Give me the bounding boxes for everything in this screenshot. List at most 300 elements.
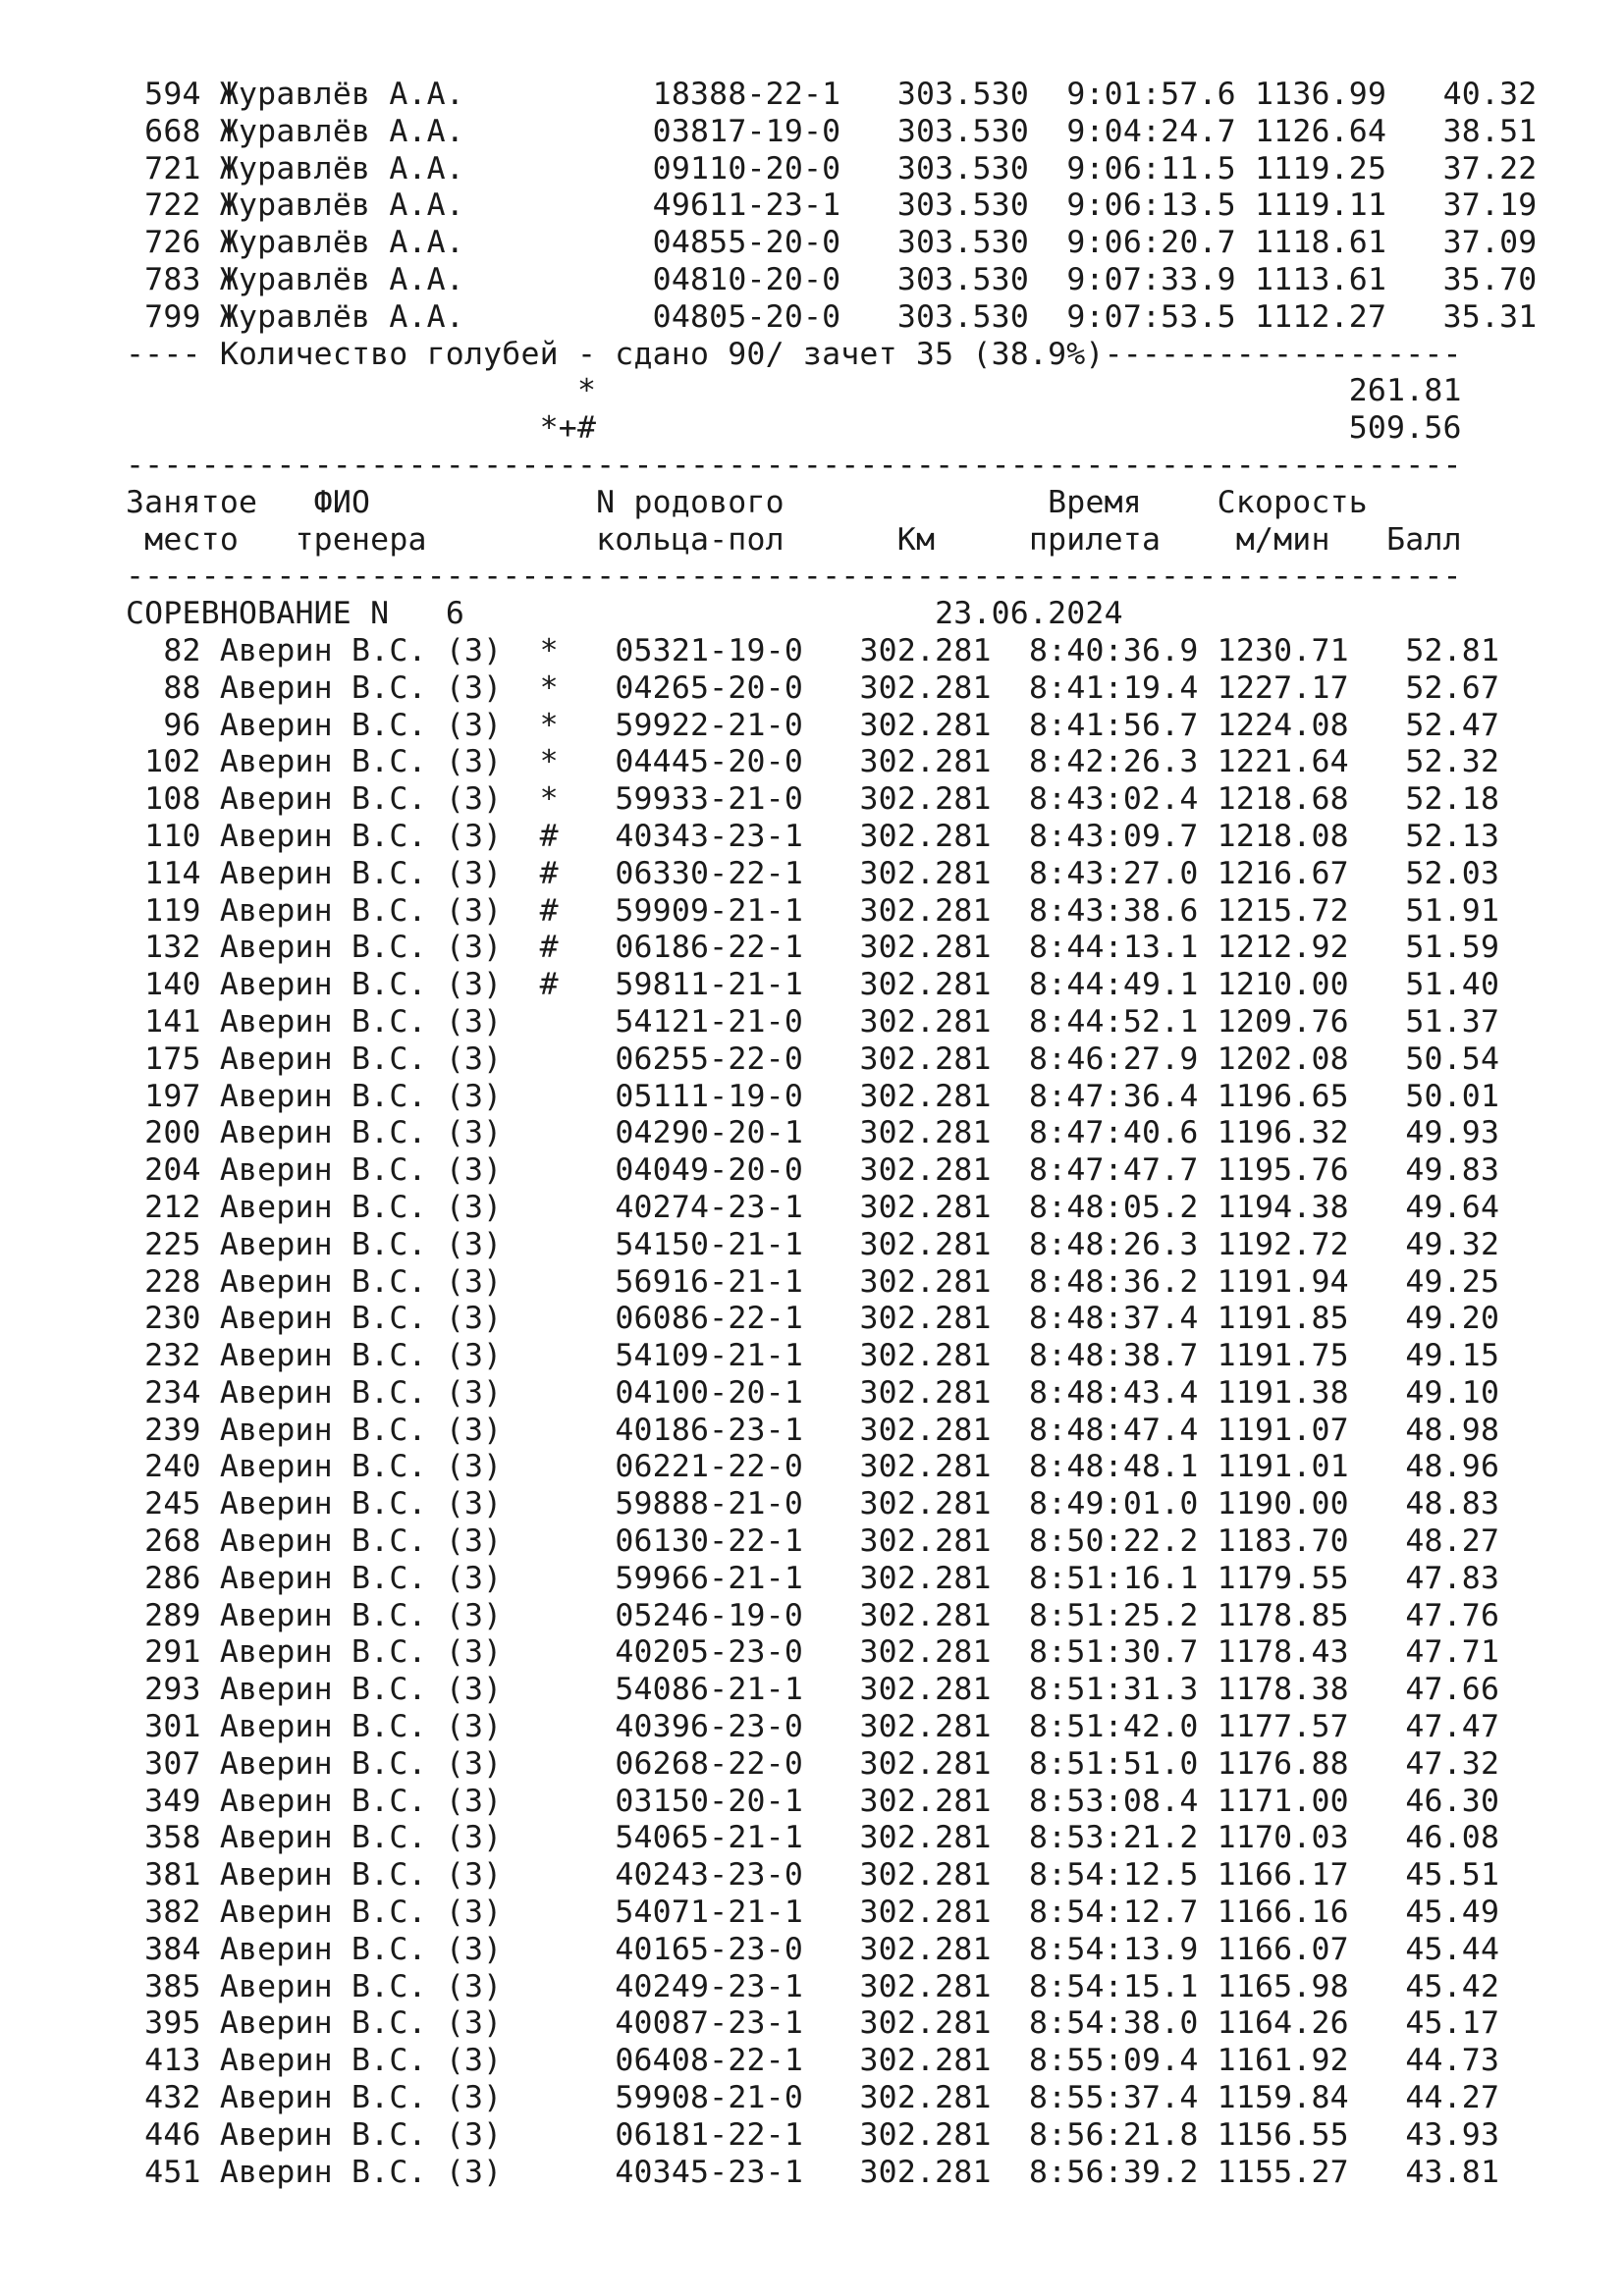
header-km-2: Км: [896, 521, 936, 558]
fancier-name-cell: Аверин В.С.: [219, 2116, 427, 2153]
spacer: [992, 1561, 1029, 1596]
score-cell: 45.44: [1405, 1931, 1500, 1967]
score-cell: 45.49: [1405, 1895, 1500, 1931]
speed-cell: 1191.07: [1217, 1412, 1349, 1448]
spacer: [1198, 1152, 1217, 1188]
spacer: [559, 967, 616, 1002]
spacer: [1349, 1301, 1406, 1336]
speed-cell: 1136.99: [1254, 77, 1387, 112]
table-row: [126, 1190, 1537, 1227]
spacer: [502, 1227, 539, 1262]
score-cell: 51.37: [1405, 1003, 1500, 1040]
speed-cell: 1196.65: [1217, 1078, 1349, 1114]
region-code-cell: [483, 77, 540, 112]
score-cell: 48.98: [1405, 1412, 1500, 1448]
mark-cell: [540, 1672, 559, 1707]
fancier-name-cell: Журавлёв А.А.: [219, 261, 464, 297]
spacer: [1198, 1190, 1217, 1225]
spacer: [502, 781, 539, 817]
score-cell: 49.25: [1405, 1263, 1500, 1300]
spacer: [1386, 114, 1443, 149]
place-cell: 197: [126, 1078, 201, 1114]
arrival-time-cell: 8:51:42.0: [1029, 1709, 1199, 1745]
spacer: [427, 1969, 446, 2004]
spacer: [201, 1227, 220, 1262]
spacer: [596, 225, 653, 260]
fancier-name-cell: Аверин В.С.: [219, 1486, 427, 1522]
mark-cell: *: [539, 707, 559, 743]
competition-number: 6: [445, 596, 464, 632]
spacer: [1349, 1190, 1406, 1225]
spacer: [1198, 893, 1217, 929]
spacer: [464, 77, 483, 112]
place-cell: 119: [126, 892, 201, 929]
fancier-name-cell: Аверин В.С.: [219, 669, 427, 706]
spacer: [1198, 1227, 1217, 1262]
place-cell: 301: [126, 1709, 201, 1745]
spacer: [596, 187, 653, 223]
dashes: -----------------------------------------------------------------------: [126, 447, 1462, 483]
spacer: [1029, 151, 1066, 187]
spacer: [803, 1227, 860, 1262]
spacer: [464, 187, 483, 223]
summary-text: Количество голубей - сдано 90/ зачет 35 (38.9%): [219, 336, 1105, 372]
spacer: [559, 1746, 616, 1782]
region-code-cell: (З): [445, 892, 503, 929]
spacer: [1349, 1969, 1406, 2004]
spacer: [992, 633, 1029, 668]
spacer: [1198, 1784, 1217, 1819]
place-cell: 268: [126, 1523, 201, 1560]
fancier-name-cell: Аверин В.С.: [219, 1189, 427, 1225]
place-cell: 234: [126, 1374, 201, 1411]
spacer: [1349, 856, 1406, 891]
spacer: [1349, 1486, 1406, 1522]
region-code-cell: (З): [445, 1672, 503, 1708]
spacer: [803, 856, 860, 891]
spacer: [840, 299, 897, 335]
spacer: [427, 967, 446, 1002]
table-row: [126, 1969, 1537, 2006]
spacer: [502, 1598, 539, 1633]
spacer: [427, 1746, 446, 1782]
table-row: [126, 1634, 1537, 1672]
spacer: [1198, 708, 1217, 743]
spacer: [201, 930, 220, 965]
table-row: [126, 1004, 1537, 1041]
ring-number-cell: 54065-21-1: [615, 1820, 803, 1856]
speed-cell: 1230.71: [1217, 632, 1349, 668]
spacer: [427, 1561, 446, 1596]
score-cell: 52.18: [1405, 781, 1500, 818]
mark-cell: [540, 1115, 559, 1150]
spacer: [803, 1190, 860, 1225]
dashes: -------------------: [1104, 336, 1462, 372]
spacer: [596, 410, 1349, 446]
spacer: [502, 1115, 539, 1150]
mark-cell: [577, 151, 596, 187]
spacer: [502, 1784, 539, 1819]
spacer: [840, 77, 897, 112]
spacer: [559, 893, 616, 929]
mark-cell: [540, 1820, 559, 1855]
mark-cell: #: [539, 818, 559, 854]
speed-cell: 1194.38: [1217, 1189, 1349, 1225]
region-code-cell: [483, 151, 540, 187]
arrival-time-cell: 8:54:15.1: [1029, 1968, 1199, 2004]
fancier-name-cell: Аверин В.С.: [219, 1152, 427, 1189]
fancier-name-cell: Журавлёв А.А.: [219, 298, 464, 335]
table-row: [126, 1784, 1537, 1821]
fancier-name-cell: Аверин В.С.: [219, 1523, 427, 1560]
spacer: [201, 1115, 220, 1150]
spacer: [992, 1746, 1029, 1782]
table-row: [126, 151, 1537, 188]
spacer: [1198, 1486, 1217, 1522]
arrival-time-cell: 8:44:13.1: [1029, 930, 1199, 966]
table-row: [126, 1449, 1537, 1486]
spacer: [502, 1820, 539, 1855]
spacer: [201, 1672, 220, 1707]
score-cell: 45.17: [1405, 2005, 1500, 2042]
spacer: [540, 262, 577, 297]
table-row: [126, 819, 1537, 856]
speed-cell: 1170.03: [1217, 1820, 1349, 1856]
distance-km-cell: 302.281: [859, 1672, 992, 1708]
speed-cell: 1202.08: [1217, 1041, 1349, 1077]
mark-cell: [540, 1079, 559, 1114]
speed-cell: 1166.16: [1217, 1895, 1349, 1931]
speed-cell: 1224.08: [1217, 707, 1349, 743]
fancier-name-cell: Аверин В.С.: [219, 1820, 427, 1856]
place-cell: 291: [126, 1634, 201, 1671]
place-cell: 175: [126, 1041, 201, 1077]
spacer: [427, 1152, 446, 1188]
spacer: [803, 781, 860, 817]
spacer: [1386, 262, 1443, 297]
table-row: [126, 2155, 1537, 2192]
spacer: [1349, 1523, 1406, 1559]
spacer: [1349, 2005, 1406, 2041]
spacer: [785, 522, 897, 558]
table-row: [126, 1523, 1537, 1561]
score-cell: 37.22: [1442, 150, 1538, 187]
distance-km-cell: 302.281: [859, 1895, 992, 1931]
ring-number-cell: 40186-23-1: [615, 1412, 803, 1448]
speed-cell: 1191.75: [1217, 1338, 1349, 1374]
distance-km-cell: 302.281: [859, 1226, 992, 1262]
spacer: [1349, 1004, 1406, 1040]
spacer: [840, 225, 897, 260]
spacer: [803, 1634, 860, 1670]
distance-km-cell: 303.530: [896, 187, 1029, 224]
spacer: [201, 1152, 220, 1188]
table-row: [126, 1115, 1537, 1152]
distance-km-cell: 302.281: [859, 1263, 992, 1300]
spacer: [992, 1152, 1029, 1188]
mark-cell: [540, 1932, 559, 1967]
spacer: [992, 1079, 1029, 1114]
spacer: [992, 1264, 1029, 1300]
ring-number-cell: 03150-20-1: [615, 1783, 803, 1819]
spacer: [427, 2043, 446, 2078]
place-cell: 114: [126, 855, 201, 891]
distance-km-cell: 303.530: [896, 113, 1029, 149]
mark-cell: [540, 1895, 559, 1930]
distance-km-cell: 302.281: [859, 1931, 992, 1967]
place-cell: 239: [126, 1412, 201, 1448]
spacer: [803, 1857, 860, 1893]
ring-number-cell: 54109-21-1: [615, 1338, 803, 1374]
speed-cell: 1215.72: [1217, 892, 1349, 929]
place-cell: 384: [126, 1931, 201, 1967]
spacer: [803, 1115, 860, 1150]
mark-cell: [540, 2080, 559, 2115]
place-cell: 395: [126, 2005, 201, 2042]
ring-number-cell: 40165-23-0: [615, 1931, 803, 1967]
score-cell: 49.93: [1405, 1115, 1500, 1151]
speed-cell: 1112.27: [1254, 298, 1387, 335]
arrival-time-cell: 8:53:08.4: [1029, 1783, 1199, 1819]
spacer: [559, 1375, 616, 1411]
region-code-cell: (З): [445, 2005, 503, 2042]
ring-number-cell: 54150-21-1: [615, 1226, 803, 1262]
place-cell: 432: [126, 2080, 201, 2116]
fancier-name-cell: Аверин В.С.: [219, 1374, 427, 1411]
table-row: [126, 1227, 1537, 1264]
spacer: [992, 744, 1029, 779]
spacer: [427, 1820, 446, 1855]
fancier-name-cell: Аверин В.С.: [219, 855, 427, 891]
place-cell: 382: [126, 1895, 201, 1931]
speed-cell: 1177.57: [1217, 1709, 1349, 1745]
spacer: [1161, 522, 1236, 558]
place-cell: 446: [126, 2116, 201, 2153]
mark-cell: #: [539, 892, 559, 929]
place-cell: 385: [126, 1968, 201, 2004]
table-row: [126, 77, 1537, 114]
region-code-cell: (З): [445, 1968, 503, 2004]
spacer: [1198, 1709, 1217, 1744]
arrival-time-cell: 8:46:27.9: [1029, 1041, 1199, 1077]
spacer: [992, 1857, 1029, 1893]
mark-cell: [540, 1190, 559, 1225]
speed-cell: 1164.26: [1217, 2005, 1349, 2042]
speed-cell: 1190.00: [1217, 1486, 1349, 1522]
spacer: [559, 1523, 616, 1559]
table-row: [126, 633, 1537, 670]
place-cell: 293: [126, 1672, 201, 1708]
region-code-cell: (З): [445, 1560, 503, 1596]
spacer: [992, 2043, 1029, 2078]
arrival-time-cell: 8:42:26.3: [1029, 744, 1199, 780]
spacer: [427, 2155, 446, 2190]
arrival-time-cell: 8:43:02.4: [1029, 781, 1199, 818]
table-row: [126, 2005, 1537, 2043]
arrival-time-cell: 8:54:13.9: [1029, 1931, 1199, 1967]
speed-cell: 1165.98: [1217, 1968, 1349, 2004]
speed-cell: 1179.55: [1217, 1560, 1349, 1596]
spacer: [596, 151, 653, 187]
ring-number-cell: 59933-21-0: [615, 781, 803, 818]
score-cell: 47.47: [1405, 1709, 1500, 1745]
spacer: [559, 1634, 616, 1670]
score-cell: 47.71: [1405, 1634, 1500, 1671]
table-row: [126, 1301, 1537, 1338]
region-code-cell: (З): [445, 2043, 503, 2079]
spacer: [992, 2155, 1029, 2190]
place-cell: 240: [126, 1449, 201, 1485]
spacer: [803, 744, 860, 779]
ring-number-cell: 04290-20-1: [615, 1115, 803, 1151]
spacer: [803, 2080, 860, 2115]
arrival-time-cell: 8:48:05.2: [1029, 1189, 1199, 1225]
spacer: [559, 1449, 616, 1484]
table-row: [126, 1857, 1537, 1895]
arrival-time-cell: 8:40:36.9: [1029, 632, 1199, 668]
spacer: [540, 114, 577, 149]
spacer: [1029, 77, 1066, 112]
spacer: [201, 1895, 220, 1930]
region-code-cell: (З): [445, 1189, 503, 1225]
subtotal-value-1: 261.81: [1348, 373, 1462, 409]
spacer: [559, 670, 616, 706]
spacer: [803, 1449, 860, 1484]
spacer: [502, 1857, 539, 1893]
mark-cell: [540, 1152, 559, 1188]
spacer: [559, 1598, 616, 1633]
spacer: [1349, 1672, 1406, 1707]
spacer: [126, 522, 144, 558]
spacer: [1349, 1634, 1406, 1670]
distance-km-cell: 302.281: [859, 1783, 992, 1819]
dashes: ----: [126, 336, 220, 372]
spacer: [239, 522, 296, 558]
speed-cell: 1166.07: [1217, 1931, 1349, 1967]
spacer: [1349, 1152, 1406, 1188]
spacer: [803, 2155, 860, 2190]
distance-km-cell: 302.281: [859, 1412, 992, 1448]
spacer: [1349, 781, 1406, 817]
spacer: [126, 373, 577, 408]
score-cell: 48.27: [1405, 1523, 1500, 1560]
table-row: [126, 1486, 1537, 1523]
spacer: [427, 1857, 446, 1893]
spacer: [1349, 1820, 1406, 1855]
speed-cell: 1178.85: [1217, 1597, 1349, 1633]
spacer: [803, 1598, 860, 1633]
spacer: [992, 1301, 1029, 1336]
spacer: [427, 522, 596, 558]
spacer: [1198, 1598, 1217, 1633]
place-cell: 721: [126, 150, 201, 187]
spacer: [502, 633, 539, 668]
spacer: [1236, 114, 1255, 149]
region-code-cell: [483, 262, 540, 297]
score-cell: 45.42: [1405, 1968, 1500, 2004]
place-cell: 594: [126, 77, 201, 112]
region-code-cell: (З): [445, 855, 503, 891]
spacer: [201, 1486, 220, 1522]
spacer: [201, 708, 220, 743]
spacer: [427, 1895, 446, 1930]
score-cell: 35.31: [1442, 298, 1538, 335]
spacer: [1349, 819, 1406, 854]
score-cell: 50.01: [1405, 1078, 1500, 1114]
spacer: [803, 1486, 860, 1522]
place-cell: 413: [126, 2043, 201, 2079]
table-row: [126, 225, 1537, 262]
arrival-time-cell: 9:06:20.7: [1066, 225, 1236, 261]
place-cell: 668: [126, 113, 201, 149]
spacer: [502, 1041, 539, 1077]
arrival-time-cell: 9:01:57.6: [1066, 77, 1236, 112]
spacer: [1236, 262, 1255, 297]
mark-cell: [577, 225, 596, 260]
header-place-1: Занятое: [126, 484, 258, 520]
speed-cell: 1191.38: [1217, 1374, 1349, 1411]
spacer: [992, 1004, 1029, 1040]
mark-cell: [540, 1523, 559, 1559]
arrival-time-cell: 8:55:37.4: [1029, 2080, 1199, 2116]
mark-cell: #: [539, 930, 559, 966]
spacer: [502, 1746, 539, 1782]
spacer: [935, 522, 1029, 558]
score-cell: 52.81: [1405, 632, 1500, 668]
spacer: [427, 1227, 446, 1262]
column-header-line-2: [126, 522, 1537, 560]
region-code-cell: [483, 187, 540, 223]
spacer: [502, 2155, 539, 2190]
spacer: [464, 114, 483, 149]
spacer: [803, 670, 860, 706]
spacer: [201, 187, 220, 223]
spacer: [427, 1079, 446, 1114]
spacer: [1198, 781, 1217, 817]
spacer: [502, 856, 539, 891]
ring-number-cell: 59966-21-1: [615, 1560, 803, 1596]
header-name-2: тренера: [295, 521, 427, 558]
table-row: [126, 1413, 1537, 1450]
arrival-time-cell: 8:54:12.5: [1029, 1857, 1199, 1894]
mark-cell: [540, 1338, 559, 1373]
spacer: [1198, 967, 1217, 1002]
mark-cell: [540, 1746, 559, 1782]
spacer: [201, 1857, 220, 1893]
spacer: [1198, 1523, 1217, 1559]
arrival-time-cell: 8:47:40.6: [1029, 1115, 1199, 1151]
spacer: [427, 930, 446, 965]
score-cell: 44.27: [1405, 2080, 1500, 2116]
spacer: [257, 485, 314, 520]
spacer: [201, 1561, 220, 1596]
spacer: [1198, 744, 1217, 779]
spacer: [1349, 1264, 1406, 1300]
region-code-cell: (З): [445, 1709, 503, 1745]
separator: [126, 559, 1537, 596]
spacer: [559, 1227, 616, 1262]
mark-cell: [577, 114, 596, 149]
mark-cell: [540, 1709, 559, 1744]
spacer: [201, 1338, 220, 1373]
spacer: [992, 1598, 1029, 1633]
distance-km-cell: 302.281: [859, 1115, 992, 1151]
spacer: [540, 187, 577, 223]
competition-label: СОРЕВНОВАНИЕ N: [126, 596, 390, 632]
score-cell: 35.70: [1442, 261, 1538, 297]
spacer: [1386, 77, 1443, 112]
spacer: [1349, 1413, 1406, 1448]
